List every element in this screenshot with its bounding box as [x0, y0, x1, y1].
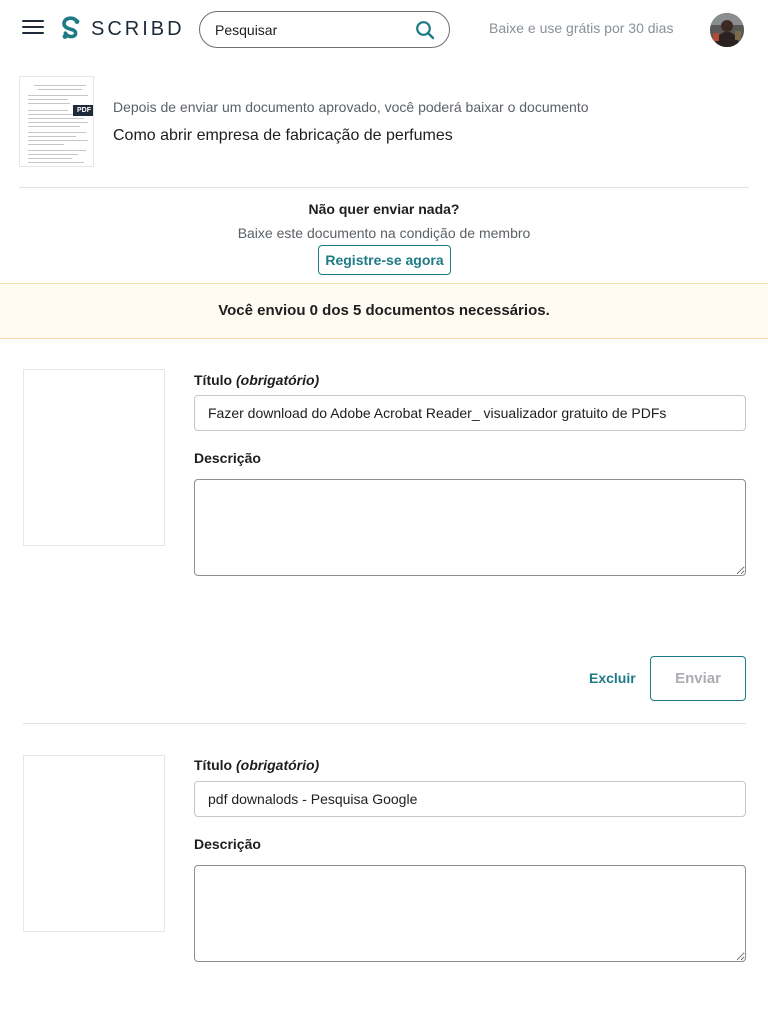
title-label-text: Título — [194, 757, 233, 773]
divider — [19, 187, 749, 188]
member-question: Não quer enviar nada? — [308, 201, 460, 217]
title-label — [194, 757, 319, 773]
title-field[interactable] — [194, 395, 746, 431]
upload-thumbnail — [23, 369, 165, 546]
scribd-logo[interactable] — [60, 14, 185, 44]
upload-thumbnail — [23, 755, 165, 932]
description-field[interactable] — [194, 479, 746, 576]
delete-button[interactable]: Excluir — [589, 670, 636, 686]
description-field[interactable] — [194, 865, 746, 962]
search-input[interactable] — [215, 19, 405, 41]
search-box[interactable] — [199, 11, 450, 48]
description-label: Descrição — [194, 836, 261, 852]
user-avatar[interactable] — [710, 13, 744, 47]
avatar-image — [710, 13, 744, 47]
upload-progress-notice: Você enviou 0 dos 5 documentos necessários. — [0, 283, 768, 339]
document-title[interactable]: Como abrir empresa de fabricação de perfumes — [113, 127, 453, 144]
title-label — [194, 372, 319, 388]
free-trial-link[interactable]: Baixe e use grátis por 30 dias — [489, 20, 674, 36]
hamburger-menu-icon[interactable] — [22, 20, 44, 38]
title-required-note: (obrigatório) — [236, 372, 320, 388]
pdf-badge: PDF — [73, 105, 94, 116]
title-label-text: Título — [194, 372, 233, 388]
search-icon[interactable] — [415, 20, 435, 40]
title-required-note: (obrigatório) — [236, 757, 320, 773]
brand-name: SCRIBD — [91, 17, 185, 40]
title-field[interactable] — [194, 781, 746, 817]
member-subtitle: Baixe este documento na condição de membro — [237, 225, 531, 241]
divider — [23, 723, 746, 724]
top-bar — [0, 0, 768, 58]
description-label: Descrição — [194, 450, 261, 466]
send-button[interactable]: Enviar — [650, 656, 746, 701]
download-hint: Depois de enviar um documento aprovado, você poderá baixar o documento — [113, 99, 589, 115]
register-button[interactable]: Registre-se agora — [318, 245, 451, 275]
document-thumbnail — [19, 76, 94, 167]
scribd-logo-icon — [60, 16, 82, 42]
